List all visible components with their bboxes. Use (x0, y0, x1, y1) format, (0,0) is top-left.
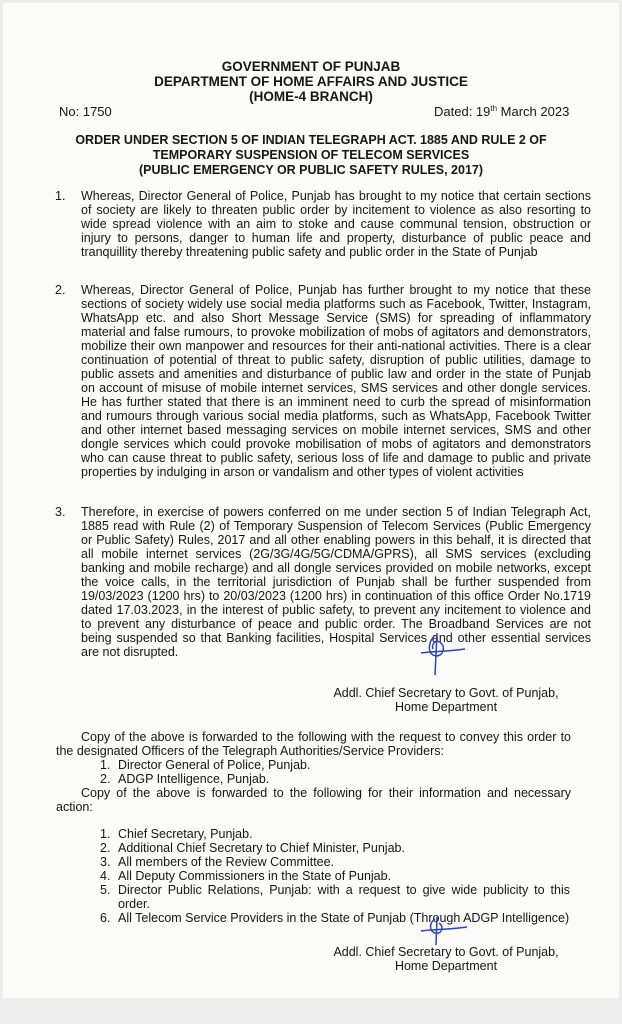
list-item-number: 3. (100, 855, 111, 869)
header-government: GOVERNMENT OF PUNJAB (221, 59, 401, 74)
list-item-text: Chief Secretary, Punjab. (118, 827, 253, 841)
paragraph-3 (55, 505, 591, 659)
header-branch: (HOME-4 BRANCH) (249, 89, 373, 104)
order-title-line2: TEMPORARY SUSPENSION OF TELECOM SERVICES (152, 148, 470, 162)
list-item (100, 841, 570, 855)
paragraph-number: 1. (55, 189, 66, 203)
copy-list-1 (100, 758, 580, 786)
copy-intro-2: Copy of the above is forwarded to the following for their information and necessary action: (56, 786, 571, 814)
order-date-day: Dated: 19 (434, 104, 491, 119)
order-date-month-year: March 2023 (497, 104, 570, 119)
list-item-text: All Deputy Commissioners in the State of Punjab. (118, 869, 392, 883)
signature-designation-2: Addl. Chief Secretary to Govt. of Punjab, (333, 945, 559, 959)
order-title-line1: ORDER UNDER SECTION 5 OF INDIAN TELEGRAPH ACT. 1885 AND RULE 2 OF (75, 133, 547, 147)
paragraph-text: Whereas, Director General of Police, Punjab has brought to my notice that certain sections of society are likely to threaten public order by incitement to violence as also resorting to wide spread violence with an aim to stoke and cause communal tension, obstruction or injury to persons, danger to human life and property, disturbance of public peace and tranquillity thereby threatening public safety and public order in the State of Punjab (81, 189, 591, 259)
copy-list-2 (100, 827, 570, 925)
list-item (100, 869, 570, 883)
header-department: DEPARTMENT OF HOME AFFAIRS AND JUSTICE (154, 74, 468, 89)
paragraph-2 (55, 283, 591, 479)
signature-department-2: Home Department (394, 959, 498, 973)
copy-intro-1: Copy of the above is forwarded to the following with the request to convey this order to the designated Officers of the Telegraph Authorities/Service Providers: (56, 730, 571, 758)
signature-department-1: Home Department (394, 700, 498, 714)
list-item-text: ADGP Intelligence, Punjab. (118, 772, 270, 786)
list-item-text: Director General of Police, Punjab. (118, 758, 311, 772)
order-title-line3: (PUBLIC EMERGENCY OR PUBLIC SAFETY RULES, 2017) (138, 163, 484, 177)
paragraph-text: Whereas, Director General of Police, Punjab has further brought to my notice that these sections of society widely use social media platforms such as Facebook, Twitter, Instagram, WhatsApp etc. and also Short Message Service (SMS) for spreading of inflammatory material and false rumours, to provoke mobilization of mobs of agitators and demonstrators, mobilize their own manpower and resources for their anti-national activities. There is a clear continuation of potential of threat to public safety, disruption of public utilities, damage to public assets and amenities and disturbance of public law and order in the state of Punjab on account of misuse of mobile internet services, SMS services and other dongle services. He has further stated that there is an imminent need to curb the spread of misinformation and rumours through various social media platforms, such as WhatsApp, Facebook Twitter and other internet based messaging services on mobile internet services, SMS and other dongle services which could provoke mobilisation of mobs of agitators and demonstrators who can cause threat to public safety, serious loss of life and damage to public and private properties by indulging in arson or vandalism and other types of violent activities (81, 283, 591, 479)
list-item-number: 1. (100, 827, 111, 841)
list-item-text: Director Public Relations, Punjab: with a request to give wide publicity to this order. (118, 883, 570, 911)
list-item-text: All members of the Review Committee. (118, 855, 335, 869)
list-item (100, 883, 570, 911)
list-item (100, 911, 570, 925)
signature-mark (413, 915, 473, 947)
list-item-number: 2. (100, 772, 111, 786)
signature-mark (413, 631, 473, 679)
paragraph-number: 2. (55, 283, 66, 297)
paragraph-number: 3. (55, 505, 66, 519)
list-item-text: Additional Chief Secretary to Chief Minister, Punjab. (118, 841, 405, 855)
list-item (100, 827, 570, 841)
list-item (100, 772, 580, 786)
list-item-number: 2. (100, 841, 111, 855)
paragraph-1 (55, 189, 591, 259)
order-number: No: 1750 (59, 104, 112, 119)
order-date-suffix: th (490, 104, 498, 113)
paragraph-text: Therefore, in exercise of powers conferred on me under section 5 of Indian Telegraph Act, 1885 read with Rule (2) of Temporary Suspension of Telecom Services (Public Emergency or Public Safety) Rules, 2017 and all other enabling powers in this behalf, it is directed that all mobile internet services (2G/3G/4G/5G/CDMA/GPRS), all SMS services (excluding banking and mobile recharge) and all dongle services provided on mobile networks, except the voice calls, in the territorial jurisdiction of Punjab shall be further suspended from 19/03/2023 (1200 hrs) to 20/03/2023 (1200 hrs) in continuation of this office Order No.1719 dated 17.03.2023, in the interest of public safety, to prevent any incitement to violence and to prevent any disturbance of peace and public order. The Broadband Services are not being suspended so that Banking facilities, Hospital Services and other essential services are not disrupted. (81, 505, 591, 659)
signature-designation-1: Addl. Chief Secretary to Govt. of Punjab, (333, 686, 559, 700)
list-item (100, 758, 580, 772)
list-item-text: All Telecom Service Providers in the State of Punjab (Through ADGP Intelligence) (118, 911, 570, 925)
list-item (100, 855, 570, 869)
list-item-number: 5. (100, 883, 111, 897)
list-item-number: 4. (100, 869, 111, 883)
list-item-number: 1. (100, 758, 111, 772)
list-item-number: 6. (100, 911, 111, 925)
order-date (434, 104, 569, 119)
document-page (3, 3, 619, 998)
